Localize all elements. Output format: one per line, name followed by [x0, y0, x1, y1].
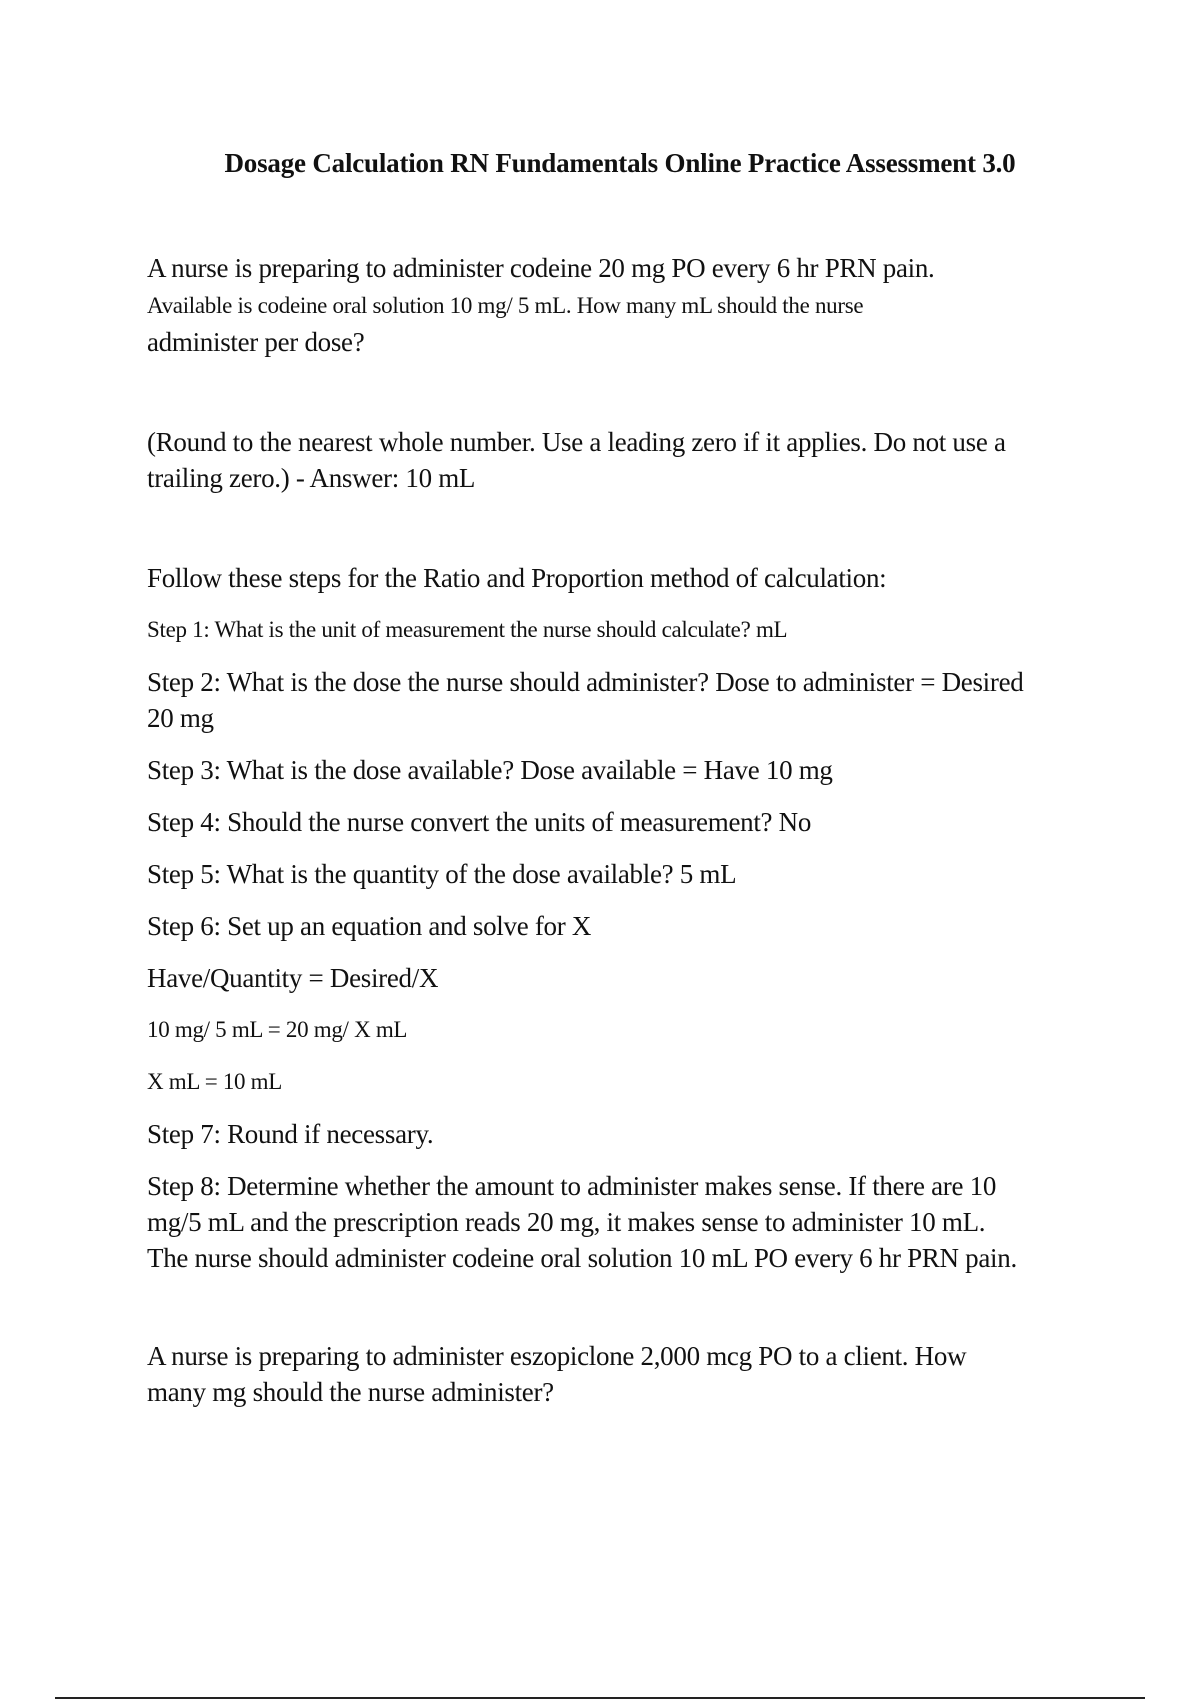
question-1-line-2: Available is codeine oral solution 10 mg/ 5 mL. How many mL should the nurse [147, 293, 864, 318]
step-5: Step 5: What is the quantity of the dose available? 5 mL [147, 859, 737, 889]
question-1-line-1: A nurse is preparing to administer codeine 20 mg PO every 6 hr PRN pain. [147, 253, 935, 283]
step-3: Step 3: What is the dose available? Dose available = Have 10 mg [147, 755, 833, 785]
instructions-line-1: (Round to the nearest whole number. Use a leading zero if it applies. Do not use a [147, 427, 1006, 457]
step-1: Step 1: What is the unit of measurement the nurse should calculate? mL [147, 617, 788, 642]
question-1 [147, 250, 1107, 360]
question-2 [147, 1338, 1107, 1410]
step-2-line-1: Step 2: What is the dose the nurse should administer? Dose to administer = Desired [147, 667, 1024, 697]
page-bottom-divider [55, 1697, 1145, 1699]
step-6: Step 6: Set up an equation and solve for X [147, 911, 592, 941]
step-2 [147, 664, 1107, 736]
equation-1: Have/Quantity = Desired/X [147, 963, 439, 993]
step-7: Step 7: Round if necessary. [147, 1119, 434, 1149]
question-2-line-1: A nurse is preparing to administer eszopiclone 2,000 mcg PO to a client. How [147, 1341, 967, 1371]
page-title: Dosage Calculation RN Fundamentals Online Practice Assessment 3.0 [224, 148, 1016, 178]
question-1-line-3: administer per dose? [147, 327, 365, 357]
step-8-line-1: Step 8: Determine whether the amount to administer makes sense. If there are 10 [147, 1171, 997, 1201]
equation-2: 10 mg/ 5 mL = 20 mg/ X mL [147, 1017, 408, 1042]
document-body [147, 250, 1107, 1410]
step-8 [147, 1168, 1107, 1276]
question-2-line-2: many mg should the nurse administer? [147, 1377, 554, 1407]
equation-3: X mL = 10 mL [147, 1069, 283, 1094]
step-2-line-2: 20 mg [147, 703, 214, 733]
step-8-line-3: The nurse should administer codeine oral solution 10 mL PO every 6 hr PRN pain. [147, 1243, 1017, 1273]
step-8-line-2: mg/5 mL and the prescription reads 20 mg, it makes sense to administer 10 mL. [147, 1207, 986, 1237]
instructions-line-2: trailing zero.) - Answer: 10 mL [147, 463, 476, 493]
method-intro: Follow these steps for the Ratio and Proportion method of calculation: [147, 563, 887, 593]
step-4: Step 4: Should the nurse convert the units of measurement? No [147, 807, 812, 837]
question-1-instructions [147, 424, 1107, 496]
